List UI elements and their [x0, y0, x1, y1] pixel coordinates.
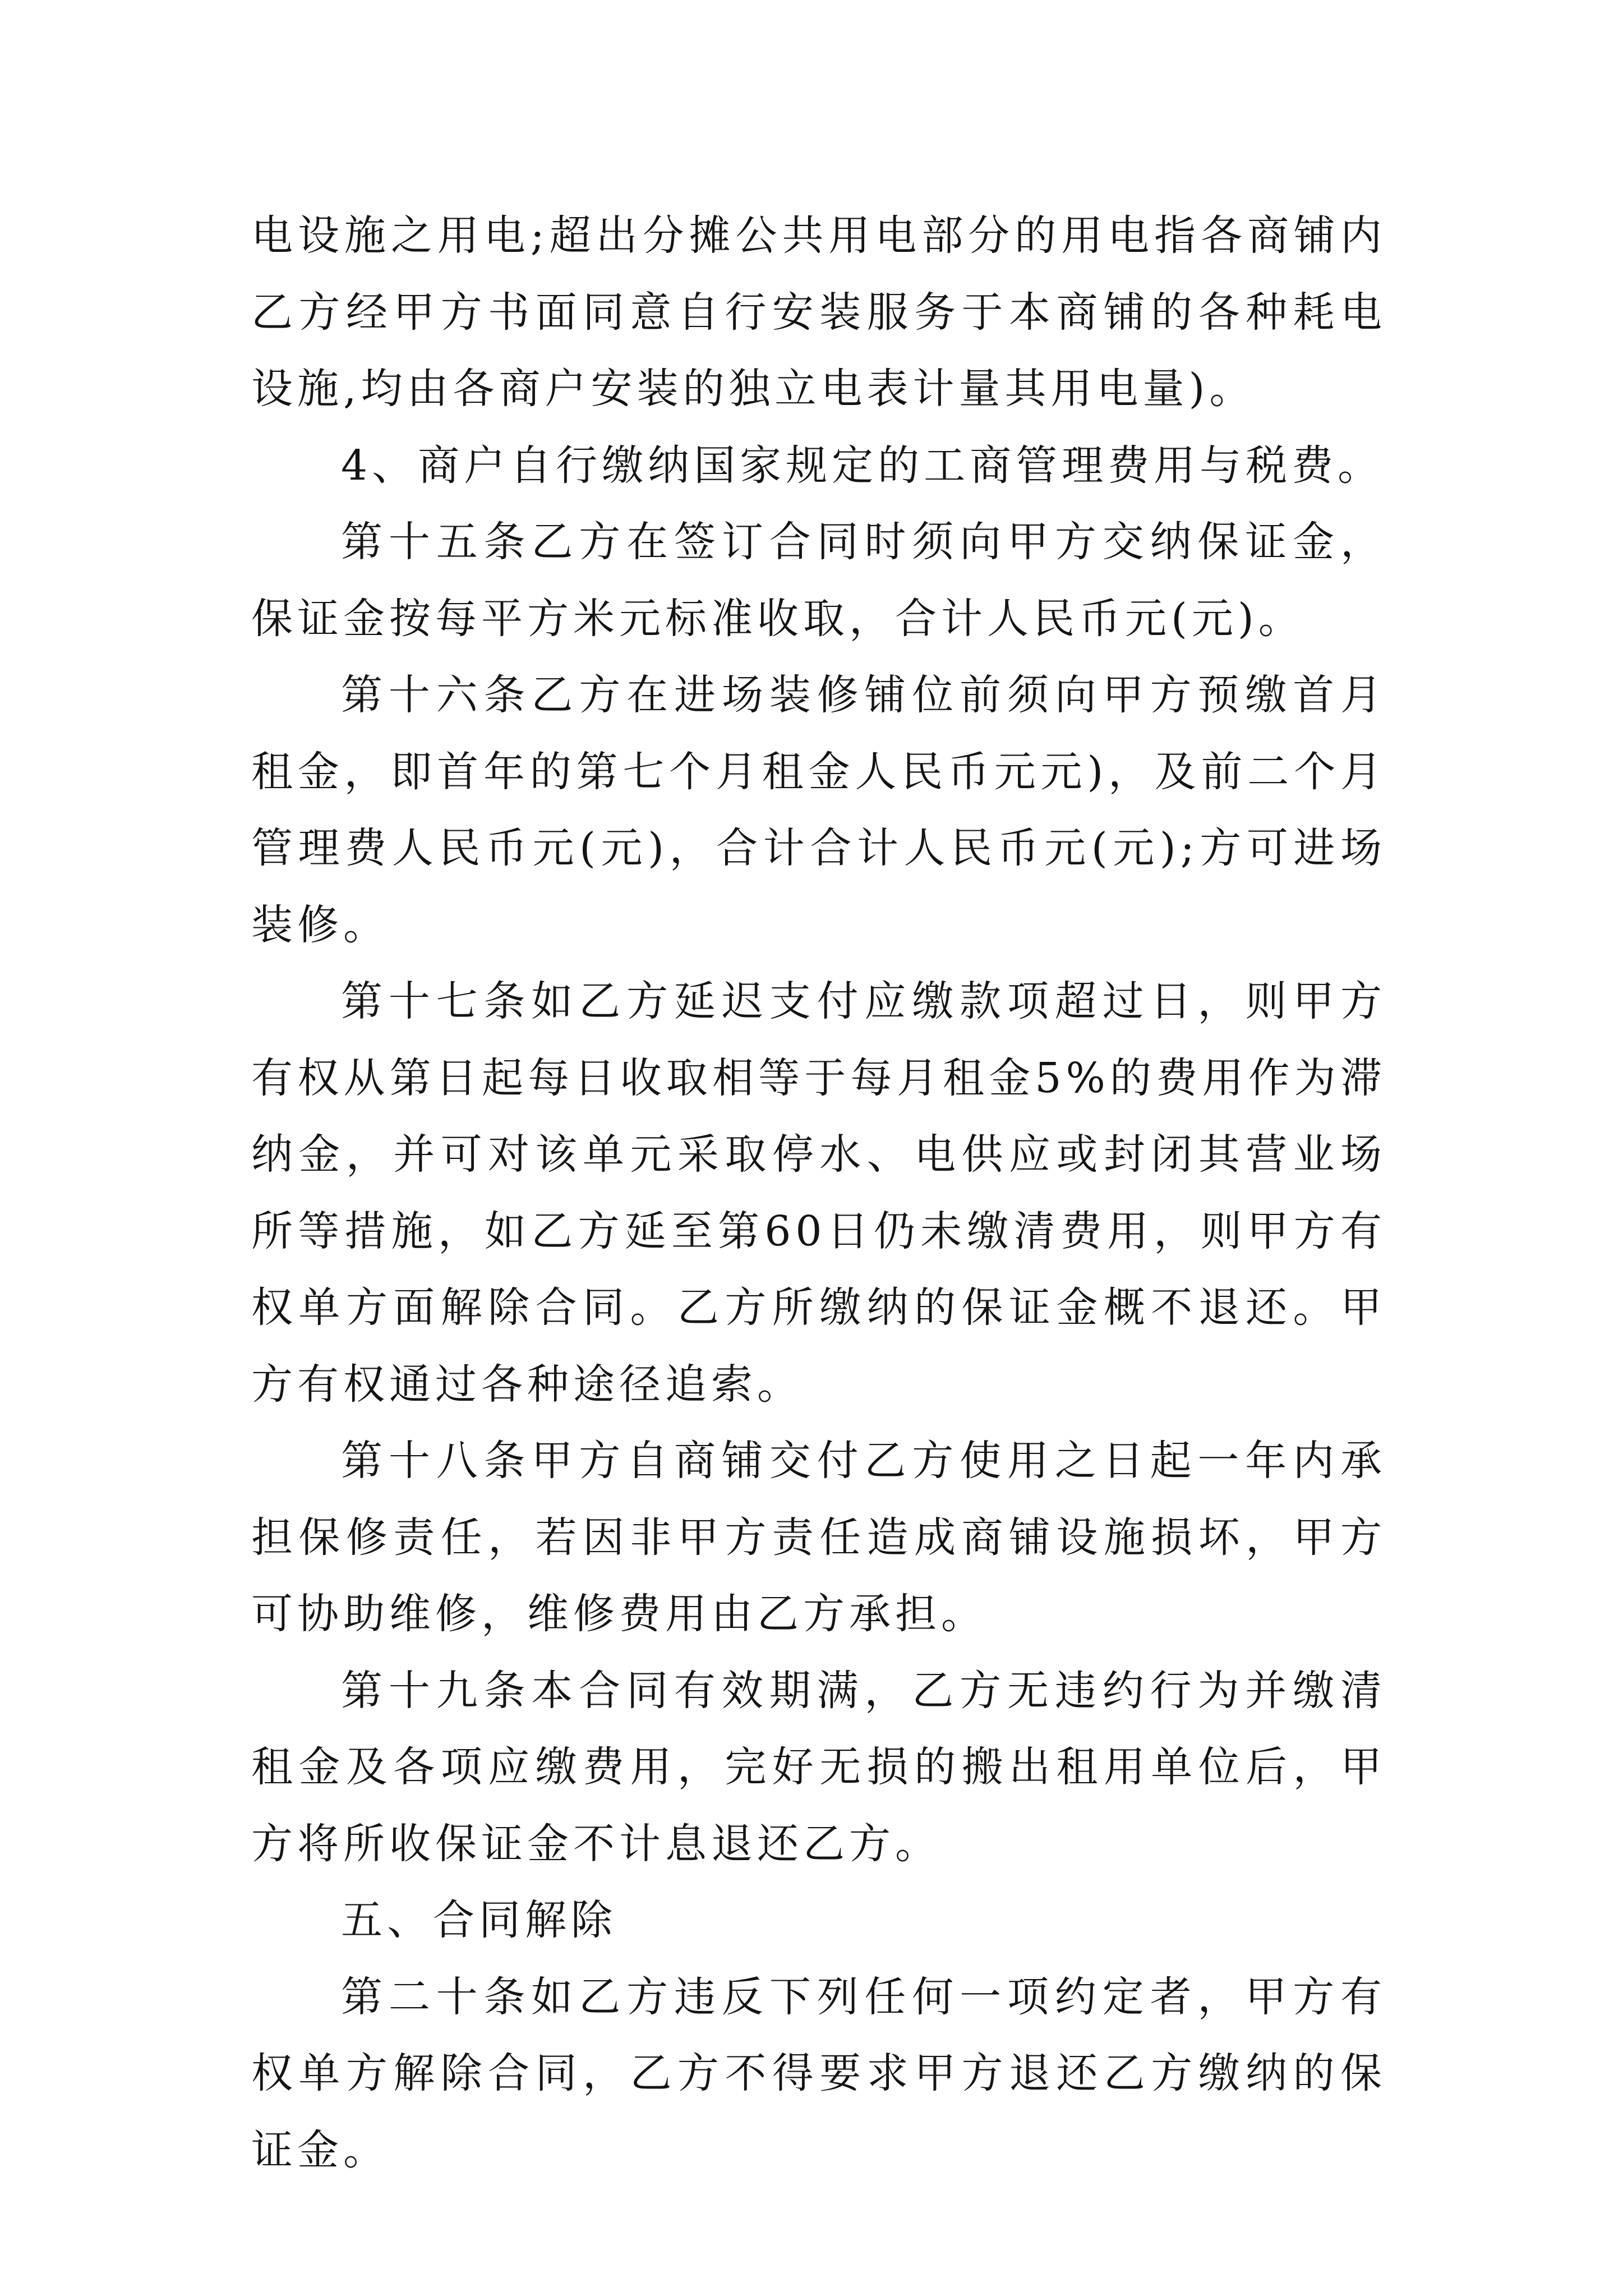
paragraph-electricity-note: 电设施之用电;超出分摊公共用电部分的用电指各商铺内乙方经甲方书面同意自行安装服务于本商铺的各种耗电设施,均由各商户安装的独立电表计量其用电量)。	[251, 211, 1386, 413]
document-body	[251, 197, 1386, 2188]
paragraph-article-15: 第十五条乙方在签订合同时须向甲方交纳保证金，保证金按每平方米元标准收取，合计人民币元(元)。	[251, 518, 1386, 643]
paragraph-article-20: 第二十条如乙方违反下列任何一项约定者，甲方有权单方解除合同，乙方不得要求甲方退还乙方缴纳的保证金。	[251, 1972, 1386, 2174]
section-heading-contract-termination: 五、合同解除	[341, 1896, 617, 1944]
paragraph-article-17: 第十七条如乙方延迟支付应缴款项超过日，则甲方有权从第日起每日收取相等于每月租金5%的费用作为滞纳金，并可对该单元采取停水、电供应或封闭其营业场所等措施，如乙方延至第60日仍未缴清费用，则甲方有权单方面解除合同。乙方所缴纳的保证金概不退还。甲方有权通过各种途径追索。	[251, 977, 1386, 1409]
paragraph-article-18: 第十八条甲方自商铺交付乙方使用之日起一年内承担保修责任，若因非甲方责任造成商铺设施损坏，甲方可协助维修，维修费用由乙方承担。	[251, 1437, 1386, 1638]
paragraph-article-16: 第十六条乙方在进场装修铺位前须向甲方预缴首月租金，即首年的第七个月租金人民币元元)，及前二个月管理费人民币元(元)，合计合计人民币元(元);方可进场装修。	[251, 671, 1386, 949]
paragraph-article-19: 第十九条本合同有效期满，乙方无违约行为并缴清租金及各项应缴费用，完好无损的搬出租用单位后，甲方将所收保证金不计息退还乙方。	[251, 1666, 1386, 1868]
paragraph-item-4-taxes: 4、商户自行缴纳国家规定的工商管理费用与税费。	[341, 441, 1384, 490]
